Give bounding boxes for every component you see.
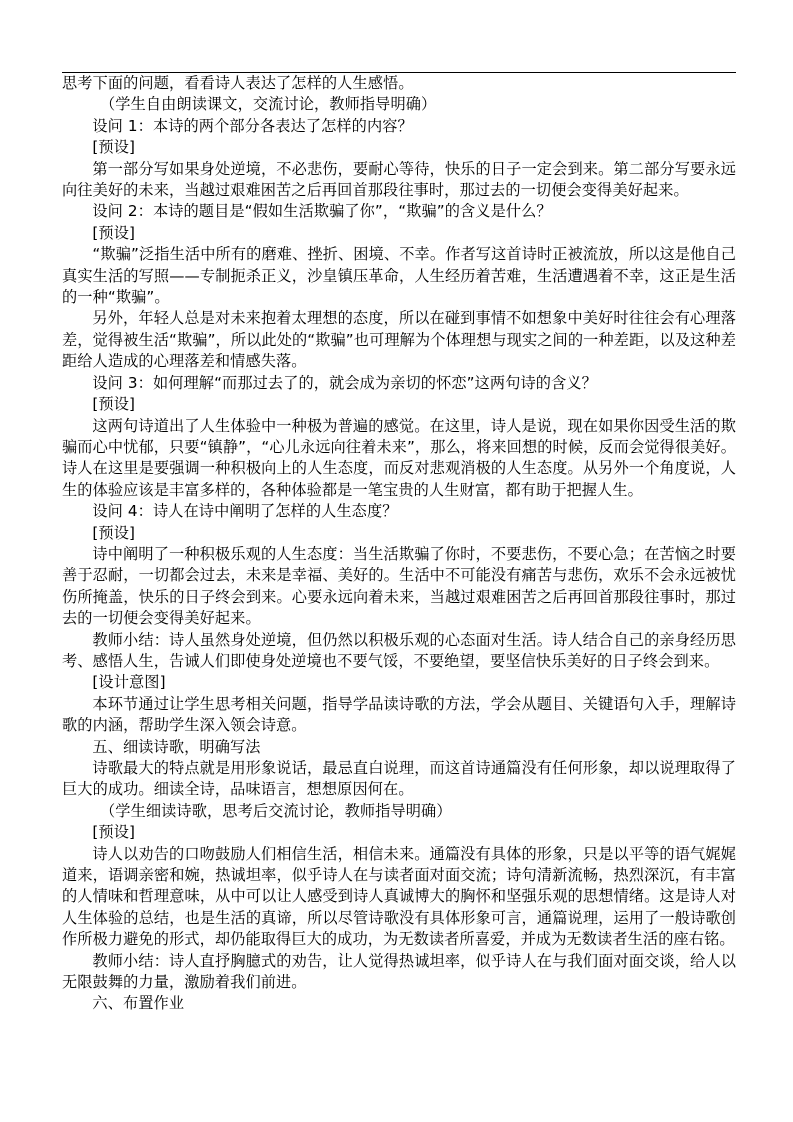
paragraph: 第一部分写如果身处逆境，不必悲伤，要耐心等待，快乐的日子一定会到来。第二部分写要永远向往美好的未来，当越过艰难困苦之后再回首那段往事时，那过去的一切便会变得美好起来。 xyxy=(62,159,736,200)
paragraph: 诗中阐明了一种积极乐观的人生态度：当生活欺骗了你时，不要悲伤，不要心急；在苦恼之时要善于忍耐，一切都会过去，未来是幸福、美好的。生活中不可能没有痛苦与悲伤，欢乐不会永远被忧伤所掩盖，快乐的日子终会到来。心要永远向着未来，当越过艰难困苦之后再回首那段往事时，那过去的一切便会变得美好起来。 xyxy=(62,544,736,628)
paragraph: （学生自由朗读课文，交流讨论，教师指导明确） xyxy=(100,95,437,114)
paragraph: “欺骗”泛指生活中所有的磨难、挫折、困境、不幸。作者写这首诗时正被流放，所以这是他自己真实生活的写照——专制扼杀正义，沙皇镇压革命，人生经历着苦难，生活遭遇着不幸，这正是生活的一种“欺骗”。 xyxy=(62,245,736,307)
paragraph: 思考下面的问题，看看诗人表达了怎样的人生感悟。 xyxy=(62,74,414,92)
design-intent-label: [设计意图] xyxy=(92,673,166,692)
question-heading: 设问 1：本诗的两个部分各表达了怎样的内容？ xyxy=(92,116,413,135)
preset-label: [预设] xyxy=(92,823,136,842)
teacher-summary: 教师小结：诗人直抒胸臆式的劝告，让人觉得热诚坦率，似乎诗人在与我们面对面交谈，给人以无限鼓舞的力量，激励着我们前进。 xyxy=(62,951,736,992)
paragraph: 诗歌最大的特点就是用形象说话，最忌直白说理，而这首诗通篇没有任何形象，却以说理取得了巨大的成功。细读全诗，品味语言，想想原因何在。 xyxy=(62,759,736,799)
document-page xyxy=(62,0,736,1122)
paragraph: 另外，年轻人总是对未来抱着太理想的态度，所以在碰到事情不如想象中美好时往往会有心理落差，觉得被生活“欺骗”，所以此处的“欺骗”也可理解为个体理想与现实之间的一种差距，以及这种差距给人造成的心理落差和情感失落。 xyxy=(62,309,736,371)
preset-label: [预设] xyxy=(92,523,136,542)
section-heading: 五、细读诗歌，明确写法 xyxy=(92,737,261,756)
document-body xyxy=(62,73,736,1015)
paragraph: 这两句诗道出了人生体验中一种极为普遍的感觉。在这里，诗人是说，现在如果你因受生活的欺骗而心中忧郁，只要“镇静”，“心儿永远向往着未来”，那么，将来回想的时候，反而会觉得很美好。诗人在这里是要强调一种积极向上的人生态度，而反对悲观消极的人生态度。从另外一个角度说，人生的体验应该是丰富多样的，各种体验都是一笔宝贵的人生财富，都有助于把握人生。 xyxy=(62,416,736,499)
paragraph: 诗人以劝告的口吻鼓励人们相信生活，相信未来。通篇没有具体的形象，只是以平等的语气娓娓道来，语调亲密和婉，热诚坦率，似乎诗人在与读者面对面交流；诗句清新流畅，热烈深沉，有丰富的人情味和哲理意味，从中可以让人感受到诗人真诚博大的胸怀和坚强乐观的思想情绪。这是诗人对人生体验的总结，也是生活的真谛，所以尽管诗歌没有具体形象可言，通篇说理，运用了一般诗歌创作所极力避免的形式，却仍能取得巨大的成功，为无数读者所喜爱，并成为无数读者生活的座右铭。 xyxy=(62,844,736,949)
teacher-summary: 教师小结：诗人虽然身处逆境，但仍然以积极乐观的心态面对生活。诗人结合自己的亲身经历思考、感悟人生，告诫人们即使身处逆境也不要气馁，不要绝望，要坚信快乐美好的日子终会到来。 xyxy=(62,630,736,670)
question-heading: 设问 2：本诗的题目是“假如生活欺骗了你”，“欺骗”的含义是什么？ xyxy=(92,202,552,221)
paragraph: 本环节通过让学生思考相关问题，指导学品读诗歌的方法，学会从题目、关键语句入手，理解诗歌的内涵，帮助学生深入领会诗意。 xyxy=(62,694,736,735)
section-heading: 六、布置作业 xyxy=(92,994,185,1013)
preset-label: [预设] xyxy=(92,223,136,242)
question-heading: 设问 3：如何理解“而那过去了的，就会成为亲切的怀恋”这两句诗的含义？ xyxy=(92,373,597,392)
preset-label: [预设] xyxy=(92,395,136,414)
question-heading: 设问 4：诗人在诗中阐明了怎样的人生态度？ xyxy=(92,502,398,521)
preset-label: [预设] xyxy=(92,138,136,157)
paragraph: （学生细读诗歌，思考后交流讨论，教师指导明确） xyxy=(100,801,452,820)
